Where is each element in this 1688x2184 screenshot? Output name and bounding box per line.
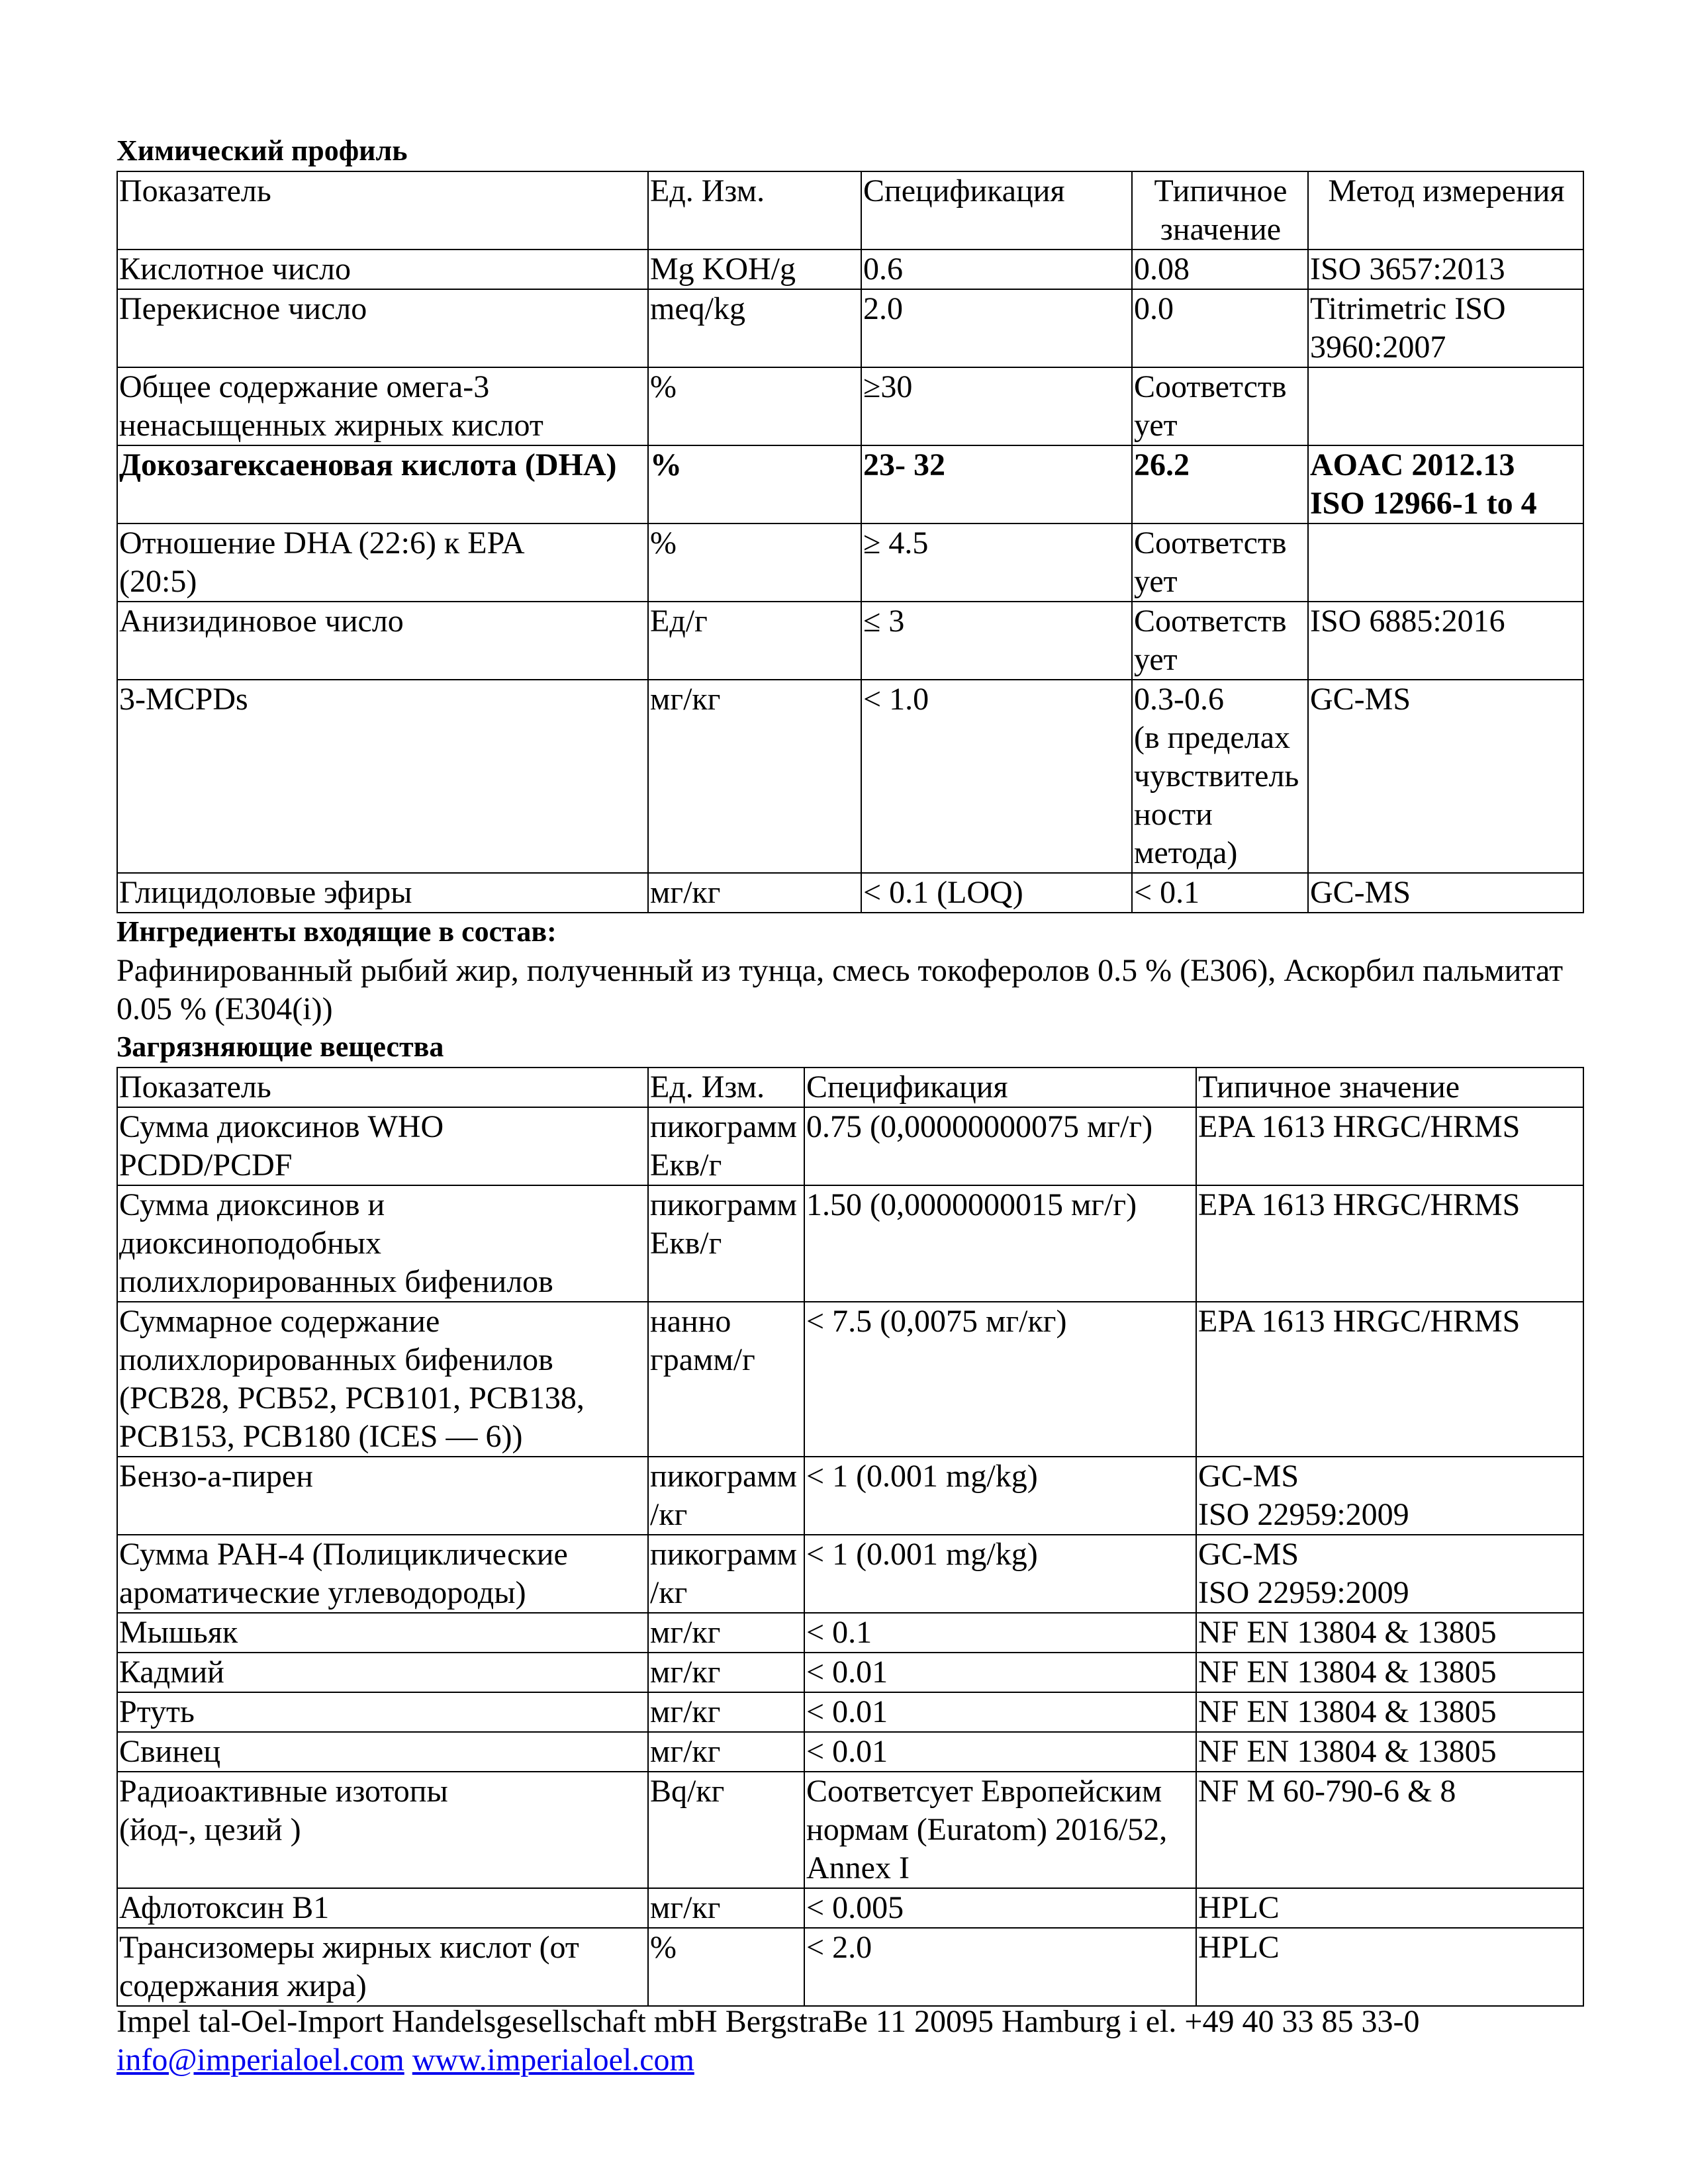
table-cell: Сумма диоксинов WHO PCDD/PCDF (117, 1107, 648, 1185)
table-cell: Сумма PAH-4 (Полициклические ароматические углеводороды) (117, 1535, 648, 1613)
table-cell: ≥30 (861, 367, 1132, 445)
table-row (117, 445, 1583, 523)
table-cell: 0.3-0.6 (в пределах чувствитель ности метода) (1132, 680, 1308, 873)
table-cell: Bq/кг (648, 1772, 804, 1888)
chem-header-cell: Спецификация (861, 171, 1132, 250)
table-cell: < 0.01 (804, 1692, 1196, 1732)
ingredients-text: Рафинированный рыбий жир, полученный из тунца, смесь токоферолов 0.5 % (E306), Аскорбил пальмитат 0.05 % (E304(i)) (117, 953, 1564, 1026)
table-row (117, 1772, 1583, 1888)
table-row (117, 250, 1583, 289)
table-cell: Глицидоловые эфиры (117, 873, 648, 913)
table-cell: пикограмм Екв/г (648, 1107, 804, 1185)
table-row (117, 523, 1583, 602)
table-cell: EPA 1613 HRGC/HRMS (1196, 1185, 1583, 1302)
table-cell: GC-MS (1308, 873, 1583, 913)
table-row (117, 1535, 1583, 1613)
table-cell: < 0.01 (804, 1732, 1196, 1772)
table-cell: мг/кг (648, 1888, 804, 1928)
table-cell: % (648, 523, 861, 602)
table-cell: Трансизомеры жирных кислот (от содержания жира) (117, 1928, 648, 2006)
table-cell: Сумма диоксинов и диоксиноподобных полихлорированных бифенилов (117, 1185, 648, 1302)
table-cell: NF EN 13804 & 13805 (1196, 1653, 1583, 1692)
contam-header-cell: Спецификация (804, 1068, 1196, 1107)
chem-header-cell: Метод измерения (1308, 171, 1583, 250)
table-cell: Отношение DHA (22:6) к EPA (20:5) (117, 523, 648, 602)
table-row (117, 1732, 1583, 1772)
table-cell: ISO 6885:2016 (1308, 602, 1583, 680)
table-row (117, 1457, 1583, 1535)
table-cell: 23- 32 (861, 445, 1132, 523)
table-row (117, 1692, 1583, 1732)
table-cell: Мышьяк (117, 1613, 648, 1653)
table-row (117, 680, 1583, 873)
table-cell: < 7.5 (0,0075 мг/кг) (804, 1302, 1196, 1457)
table-cell: Ртуть (117, 1692, 648, 1732)
table-cell: % (648, 1928, 804, 2006)
contam-header-cell: Ед. Изм. (648, 1068, 804, 1107)
table-cell: < 0.1 (LOQ) (861, 873, 1132, 913)
chem-header-cell: Показатель (117, 171, 648, 250)
contaminants-table (117, 1067, 1584, 2007)
table-cell: Соответств ует (1132, 367, 1308, 445)
table-cell: 0.0 (1132, 289, 1308, 367)
table-cell: meq/kg (648, 289, 861, 367)
table-cell: Кадмий (117, 1653, 648, 1692)
table-cell: Соответств ует (1132, 523, 1308, 602)
chem-header-cell: Ед. Изм. (648, 171, 861, 250)
table-cell: < 2.0 (804, 1928, 1196, 2006)
contam-header-cell: Типичное значение (1196, 1068, 1583, 1107)
table-cell: 0.75 (0,00000000075 мг/г) (804, 1107, 1196, 1185)
table-cell: NF EN 13804 & 13805 (1196, 1613, 1583, 1653)
website-link[interactable]: www.imperialoel.com (412, 2042, 694, 2077)
table-cell: мг/кг (648, 1613, 804, 1653)
table-cell: пикограмм Екв/г (648, 1185, 804, 1302)
table-row (117, 1302, 1583, 1457)
chemical-profile-title: Химический профиль (117, 134, 408, 167)
table-cell: NF M 60-790-6 & 8 (1196, 1772, 1583, 1888)
table-cell: < 1 (0.001 mg/kg) (804, 1535, 1196, 1613)
company-address: Impel tal-Oel-Import Handelsgesellschaft mbH BergstraBe 11 20095 Hamburg i el. +49 40 33 85 33-0 (117, 2004, 1420, 2039)
table-cell: 2.0 (861, 289, 1132, 367)
table-cell: Общее содержание омега-3 ненасыщенных жирных кислот (117, 367, 648, 445)
table-cell: < 1.0 (861, 680, 1132, 873)
contam-header-cell: Показатель (117, 1068, 648, 1107)
table-cell: Радиоактивные изотопы (йод-, цезий ) (117, 1772, 648, 1888)
table-cell: мг/кг (648, 1653, 804, 1692)
table-cell: Докозагексаеновая кислота (DHA) (117, 445, 648, 523)
table-cell: < 0.1 (804, 1613, 1196, 1653)
table-row (117, 367, 1583, 445)
table-cell: EPA 1613 HRGC/HRMS (1196, 1107, 1583, 1185)
table-cell: 0.08 (1132, 250, 1308, 289)
table-cell: ≤ 3 (861, 602, 1132, 680)
table-cell: Ед/г (648, 602, 861, 680)
table-cell: Соответсует Европейским нормам (Euratom) 2016/52, Annex I (804, 1772, 1196, 1888)
email-link[interactable]: info@imperialoel.com (117, 2042, 404, 2077)
table-cell: 26.2 (1132, 445, 1308, 523)
table-cell (1308, 523, 1583, 602)
table-cell: Бензо-а-пирен (117, 1457, 648, 1535)
table-row (117, 873, 1583, 913)
table-cell: % (648, 445, 861, 523)
table-cell: AOAC 2012.13 ISO 12966-1 to 4 (1308, 445, 1583, 523)
table-cell: % (648, 367, 861, 445)
ingredients-title: Ингредиенты входящие в состав: (117, 915, 557, 948)
table-cell: Соответств ует (1132, 602, 1308, 680)
table-row (117, 1653, 1583, 1692)
table-cell: Titrimetric ISO 3960:2007 (1308, 289, 1583, 367)
table-cell: GC-MS ISO 22959:2009 (1196, 1535, 1583, 1613)
table-cell: 3-MCPDs (117, 680, 648, 873)
chemical-profile-table (117, 171, 1584, 913)
table-cell: < 1 (0.001 mg/kg) (804, 1457, 1196, 1535)
table-cell: 1.50 (0,0000000015 мг/г) (804, 1185, 1196, 1302)
table-cell: < 0.005 (804, 1888, 1196, 1928)
table-row (117, 289, 1583, 367)
table-row (117, 1107, 1583, 1185)
table-cell: NF EN 13804 & 13805 (1196, 1732, 1583, 1772)
footer (117, 2003, 1583, 2079)
table-cell: ISO 3657:2013 (1308, 250, 1583, 289)
table-cell: нанно грамм/г (648, 1302, 804, 1457)
table-row (117, 1185, 1583, 1302)
table-cell: GC-MS ISO 22959:2009 (1196, 1457, 1583, 1535)
table-row (117, 1888, 1583, 1928)
document-page (117, 132, 1583, 2007)
table-cell: мг/кг (648, 680, 861, 873)
table-cell: Кислотное число (117, 250, 648, 289)
table-cell: < 0.1 (1132, 873, 1308, 913)
table-cell: мг/кг (648, 1732, 804, 1772)
table-cell: GC-MS (1308, 680, 1583, 873)
table-cell: NF EN 13804 & 13805 (1196, 1692, 1583, 1732)
contam-header-row (117, 1068, 1583, 1107)
table-cell: Mg KOH/g (648, 250, 861, 289)
table-cell: пикограмм /кг (648, 1457, 804, 1535)
table-cell: Афлотоксин B1 (117, 1888, 648, 1928)
chem-header-row (117, 171, 1583, 250)
table-cell: 0.6 (861, 250, 1132, 289)
table-cell: Перекисное число (117, 289, 648, 367)
table-cell (1308, 367, 1583, 445)
table-cell: мг/кг (648, 873, 861, 913)
chem-header-cell: Типичное значение (1132, 171, 1308, 250)
contaminants-title: Загрязняющие вещества (117, 1030, 444, 1063)
table-cell: EPA 1613 HRGC/HRMS (1196, 1302, 1583, 1457)
table-cell: < 0.01 (804, 1653, 1196, 1692)
table-cell: HPLC (1196, 1888, 1583, 1928)
table-cell: Суммарное содержание полихлорированных бифенилов (PCB28, PCB52, PCB101, PCB138, PCB153, PCB180 (ICES — 6)) (117, 1302, 648, 1457)
table-cell: Анизидиновое число (117, 602, 648, 680)
table-cell: ≥ 4.5 (861, 523, 1132, 602)
table-cell: Свинец (117, 1732, 648, 1772)
table-row (117, 1613, 1583, 1653)
table-cell: HPLC (1196, 1928, 1583, 2006)
table-row (117, 602, 1583, 680)
table-cell: пикограмм /кг (648, 1535, 804, 1613)
table-row (117, 1928, 1583, 2006)
table-cell: мг/кг (648, 1692, 804, 1732)
